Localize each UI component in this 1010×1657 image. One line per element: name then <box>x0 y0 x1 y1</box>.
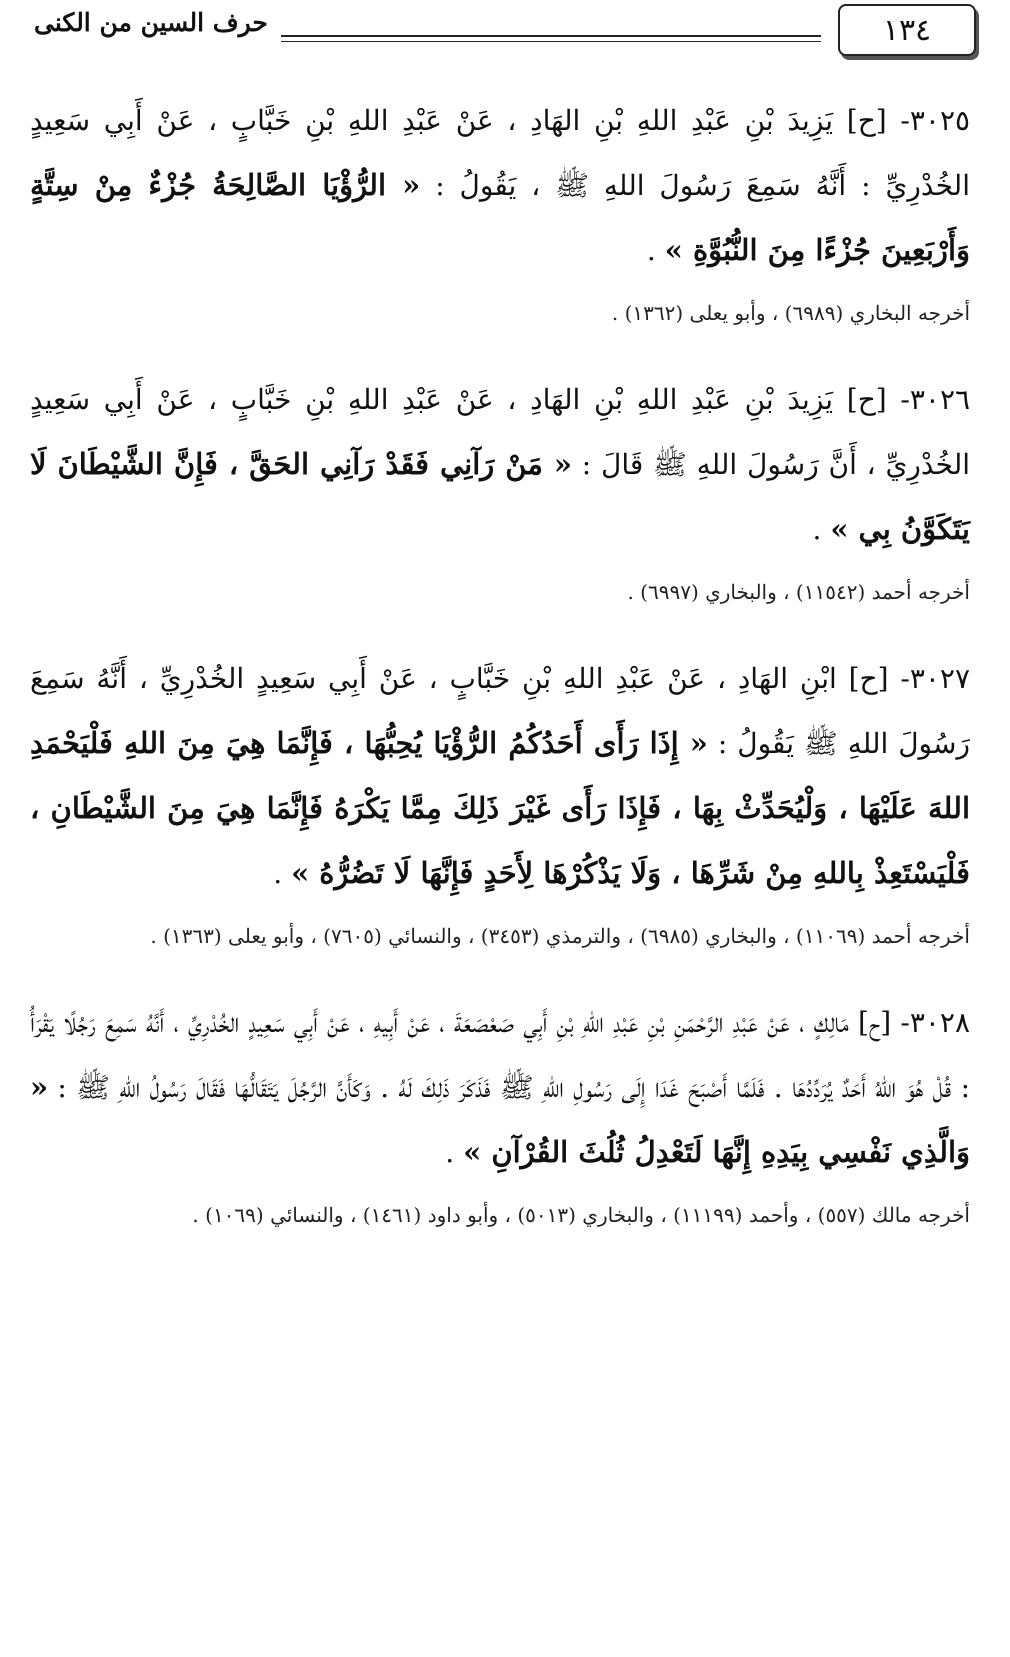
takhrij-note: أخرجه مالك (٥٥٧) ، وأحمد (١١١٩٩) ، والبخاري (٥٠١٣) ، وأبو داود (١٤٦١) ، والنسائي (١٠٦٩) . <box>192 1203 970 1227</box>
entry-text <box>30 646 970 906</box>
narration-chain: [ح] مَالِكٍ ، عَنْ عَبْدِ الرَّحْمَنِ بْنِ عَبْدِ اللهِ بْنِ أَبِي صَعْصَعَةَ ، عَنْ أَبِيهِ ، عَنْ أَبِي سَعِيدٍ الخُدْرِيِّ ، أَنَّهُ سَمِعَ رَجُلًا يَقْرَأُ : قُلْ هُوَ اللهُ أَحَدٌ يُرَدِّدُهَا . فَلَمَّا أَصْبَحَ غَدَا إِلَى رَسُولِ اللهِ ﷺ فَذَكَرَ ذَلِكَ لَهُ . وَكَأَنَّ الرَّجُلَ يَتَقَالُّهَا فَقَالَ رَسُولُ اللهِ ﷺ : <box>30 1006 970 1104</box>
page-content <box>30 88 970 1269</box>
hadith-entry <box>30 990 970 1235</box>
header-rule <box>281 35 821 42</box>
takhrij-note: أخرجه أحمد (١١٥٤٢) ، والبخاري (٦٩٩٧) . <box>627 580 970 604</box>
entry-number: ٣٠٢٥- <box>900 104 971 137</box>
narration-chain: [ح] يَزِيدَ بْنِ عَبْدِ اللهِ بْنِ الهَادِ ، عَنْ عَبْدِ اللهِ بْنِ خَبَّابٍ ، عَنْ أَبِي سَعِيدٍ الخُدْرِيِّ ، أَنَّ رَسُولَ اللهِ ﷺ قَالَ : <box>30 383 970 481</box>
running-header <box>34 0 976 62</box>
entry-text <box>30 88 970 283</box>
entry-ending: . <box>273 857 292 890</box>
entry-text <box>30 990 970 1185</box>
hadith-text: « إِذَا رَأَى أَحَدُكُمُ الرُّؤْيَا يُحِبُّهَا ، فَإِنَّمَا هِيَ مِنَ اللهِ فَلْيَحْمَدِ اللهَ عَلَيْهَا ، وَلْيُحَدِّثْ بِهَا ، فَإِذَا رَأَى غَيْرَ ذَلِكَ مِمَّا يَكْرَهُ فَإِنَّمَا هِيَ مِنَ الشَّيْطَانِ ، فَلْيَسْتَعِذْ بِاللهِ مِنْ شَرِّهَا ، وَلَا يَذْكُرْهَا لِأَحَدٍ فَإِنَّهَا لَا تَضُرُّهُ » <box>30 726 970 890</box>
entry-ending: . <box>445 1136 464 1169</box>
takhrij-note: أخرجه البخاري (٦٩٨٩) ، وأبو يعلى (١٣٦٢) . <box>611 301 970 325</box>
entry-text <box>30 367 970 562</box>
takhrij-note: أخرجه أحمد (١١٠٦٩) ، والبخاري (٦٩٨٥) ، والترمذي (٣٤٥٣) ، والنسائي (٧٦٠٥) ، وأبو يعلى (١٣٦٣) . <box>150 924 970 948</box>
hadith-entry <box>30 367 970 612</box>
hadith-text: « الرُّؤْيَا الصَّالِحَةُ جُزْءٌ مِنْ سِتَّةٍ وَأَرْبَعِينَ جُزْءًا مِنَ النُّبُوَّةِ » <box>30 168 970 267</box>
entry-number: ٣٠٢٨- <box>900 1006 970 1039</box>
entry-number: ٣٠٢٦- <box>900 383 971 416</box>
entry-number: ٣٠٢٧- <box>900 662 970 695</box>
hadith-text: « مَنْ رَآنِي فَقَدْ رَآنِي الحَقَّ ، فَإِنَّ الشَّيْطَانَ لَا يَتَكَوَّنُ بِي » <box>30 447 970 546</box>
page-number-box <box>838 4 976 56</box>
narration-chain: [ح] ابْنِ الهَادِ ، عَنْ عَبْدِ اللهِ بْنِ خَبَّابٍ ، عَنْ أَبِي سَعِيدٍ الخُدْرِيِّ ، أَنَّهُ سَمِعَ رَسُولَ اللهِ ﷺ يَقُولُ : <box>30 662 970 760</box>
hadith-text: « وَالَّذِي نَفْسِي بِيَدِهِ إِنَّهَا لَتَعْدِلُ ثُلُثَ القُرْآنِ » <box>30 1070 970 1169</box>
entry-ending: . <box>812 513 831 546</box>
page-number: ١٣٤ <box>882 12 932 48</box>
hadith-entry <box>30 646 970 956</box>
narration-chain: [ح] يَزِيدَ بْنِ عَبْدِ اللهِ بْنِ الهَادِ ، عَنْ عَبْدِ اللهِ بْنِ خَبَّابٍ ، عَنْ أَبِي سَعِيدٍ الخُدْرِيِّ : أَنَّهُ سَمِعَ رَسُولَ اللهِ ﷺ ، يَقُولُ : <box>30 104 970 202</box>
hadith-entry <box>30 88 970 333</box>
chapter-title: حرف السين من الكنى <box>34 8 268 37</box>
entry-ending: . <box>646 234 665 267</box>
